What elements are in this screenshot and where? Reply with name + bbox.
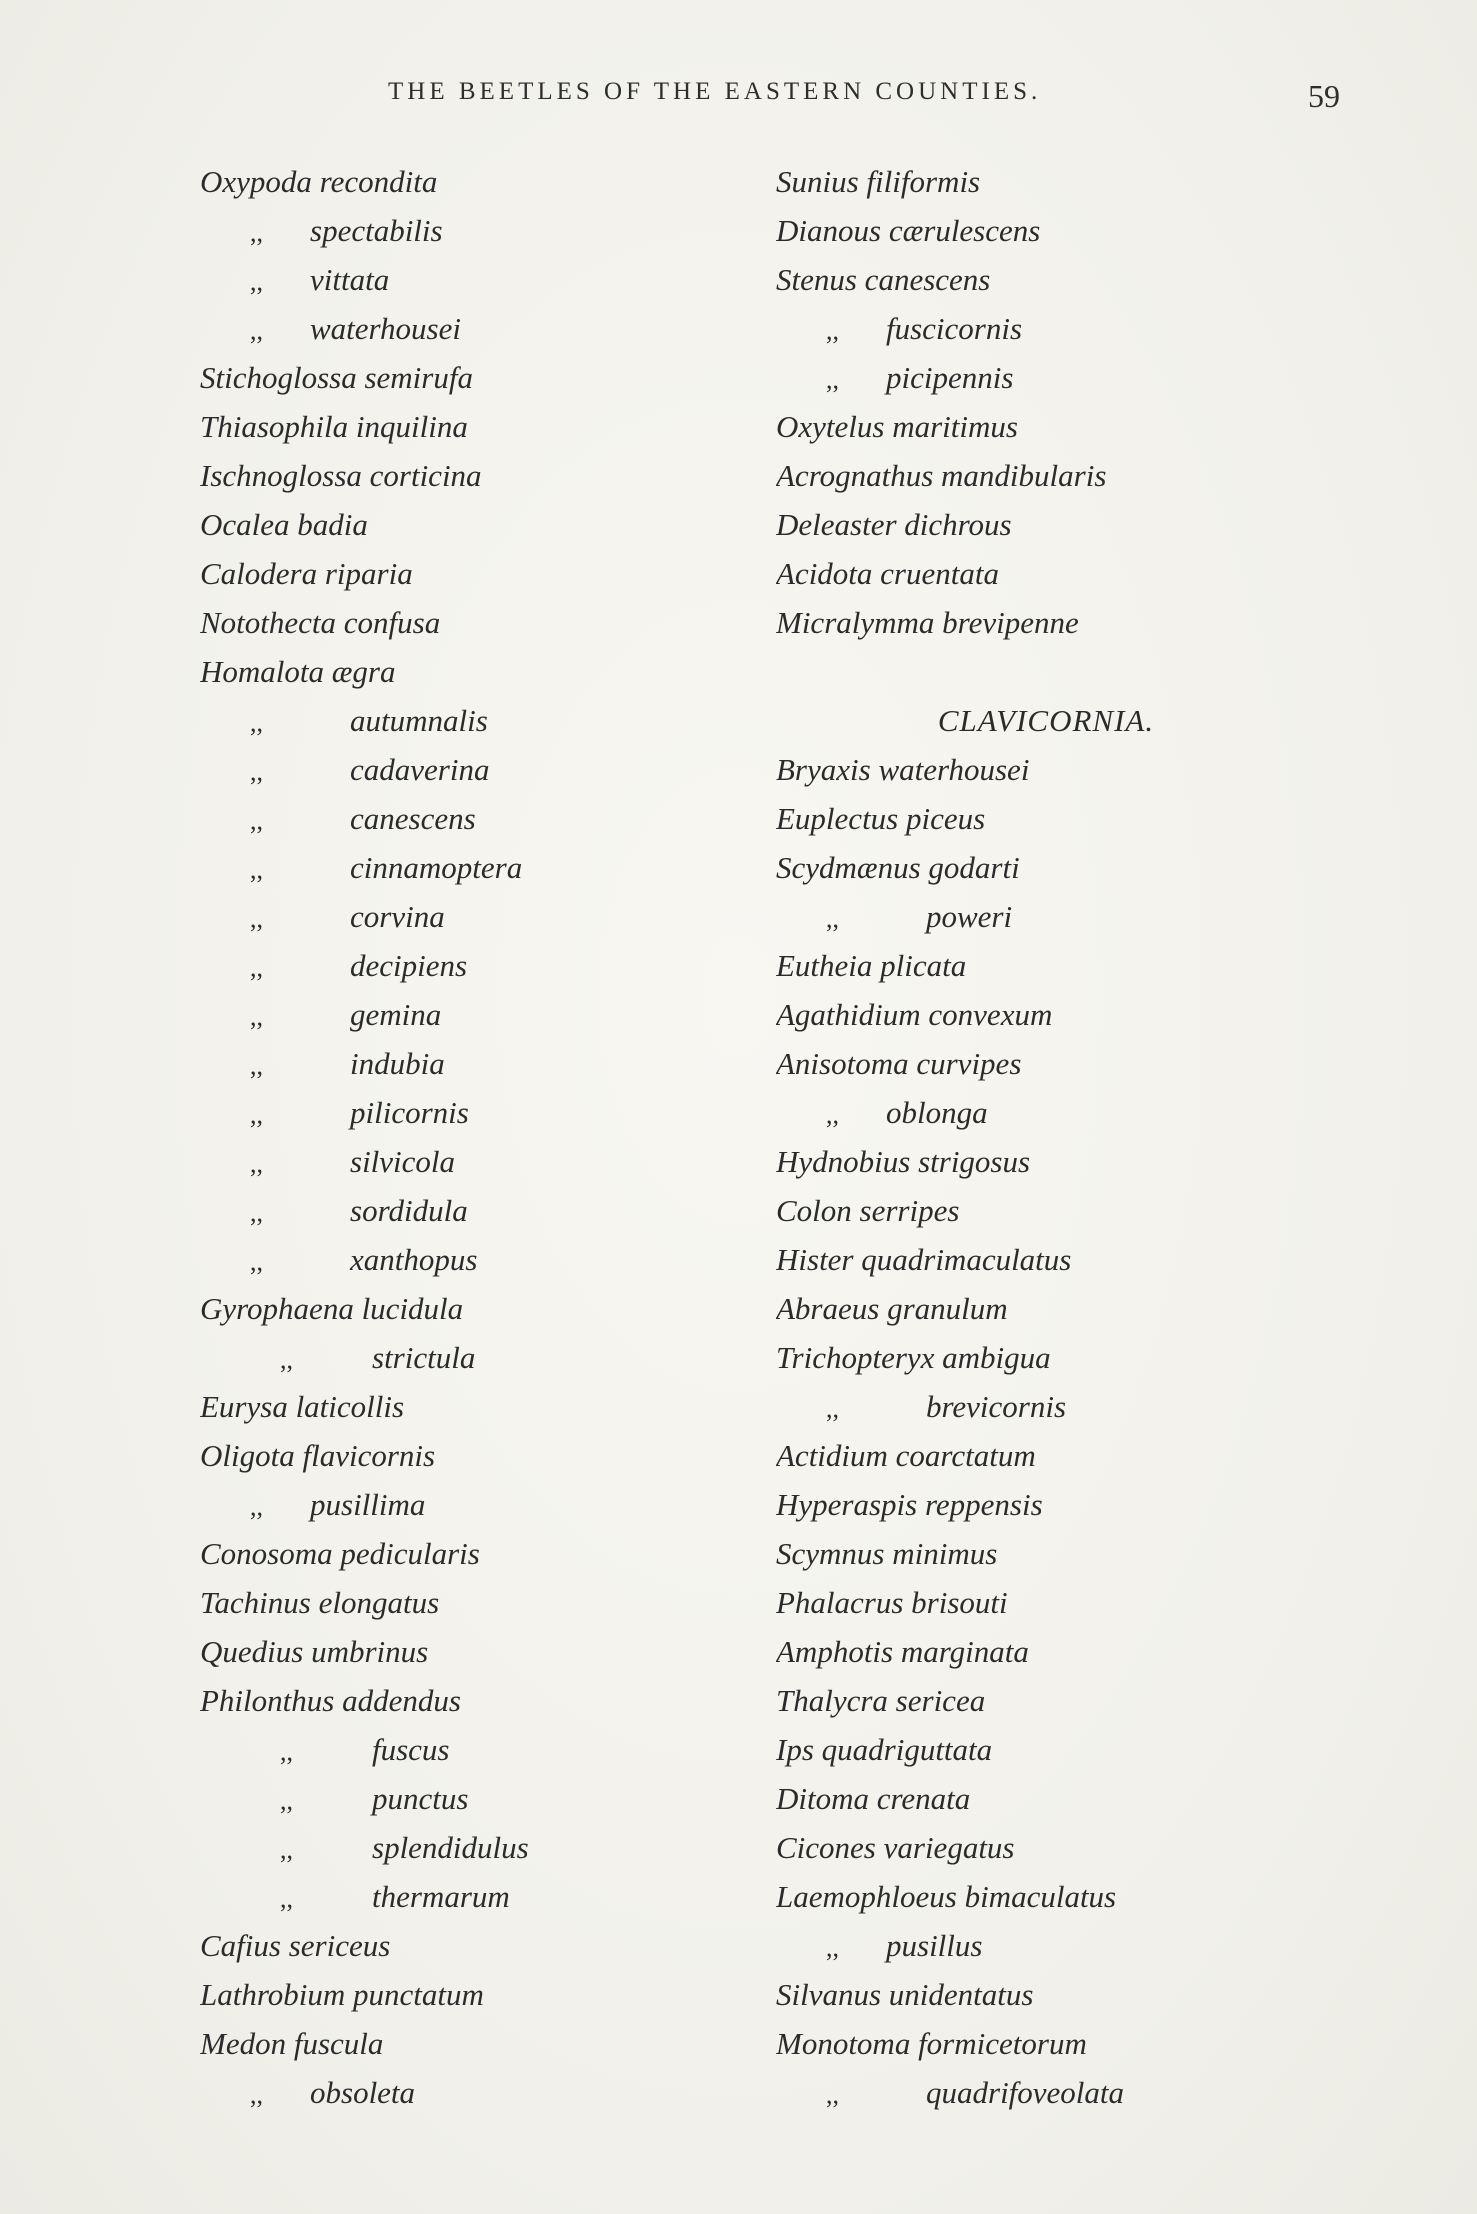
species-epithet: decipiens — [350, 948, 468, 983]
ditto-mark: ,, — [250, 218, 263, 247]
species-entry: Agathidium convexum — [776, 997, 1053, 1032]
species-entry — [200, 696, 760, 745]
species-entry: Actidium coarctatum — [776, 1438, 1036, 1473]
species-entry — [200, 1480, 760, 1529]
species-entry — [200, 990, 760, 1039]
species-entry: Hydnobius strigosus — [776, 1144, 1031, 1179]
species-entry: Oxypoda recondita — [200, 164, 438, 199]
species-entry: Acidota cruentata — [776, 556, 999, 591]
ditto-mark: ,, — [250, 1247, 263, 1276]
ditto-mark: ,, — [826, 904, 839, 933]
species-entry: Euplectus piceus — [776, 801, 986, 836]
species-entry: Philonthus addendus — [200, 1683, 461, 1718]
ditto-mark: ,, — [250, 757, 263, 786]
species-entry: Medon fuscula — [200, 2026, 384, 2061]
species-entry — [200, 1186, 760, 1235]
ditto-mark: ,, — [250, 708, 263, 737]
species-entry: Micralymma brevipenne — [776, 605, 1079, 640]
species-entry — [200, 304, 760, 353]
ditto-mark: ,, — [250, 316, 263, 345]
section-heading: CLAVICORNIA. — [937, 703, 1155, 738]
species-entry: Trichopteryx ambigua — [776, 1340, 1051, 1375]
ditto-mark: ,, — [250, 1198, 263, 1227]
species-entry: Cafius sericeus — [200, 1928, 391, 1963]
species-epithet: punctus — [372, 1781, 469, 1816]
species-entry: Stenus canescens — [776, 262, 991, 297]
ditto-mark: ,, — [250, 1051, 263, 1080]
species-entry: Monotoma formicetorum — [776, 2026, 1087, 2061]
ditto-mark: ,, — [250, 1149, 263, 1178]
ditto-mark: ,, — [250, 2080, 263, 2109]
ditto-mark: ,, — [250, 1002, 263, 1031]
species-entry — [200, 1725, 760, 1774]
species-entry: Ips quadriguttata — [776, 1732, 993, 1767]
species-entry: Dianous cærulescens — [776, 213, 1041, 248]
page-number: 59 — [1308, 78, 1340, 114]
species-entry: Bryaxis waterhousei — [776, 752, 1030, 787]
species-entry — [200, 794, 760, 843]
species-epithet: vittata — [310, 262, 390, 297]
species-entry — [776, 304, 1376, 353]
species-epithet: splendidulus — [372, 1830, 529, 1865]
species-entry — [200, 892, 760, 941]
species-epithet: oblonga — [886, 1095, 988, 1130]
species-epithet: canescens — [350, 801, 476, 836]
species-epithet: picipennis — [886, 360, 1014, 395]
species-entry: Sunius filiformis — [776, 164, 981, 199]
species-entry — [200, 843, 760, 892]
species-entry: Cicones variegatus — [776, 1830, 1015, 1865]
species-entry — [776, 1382, 1376, 1431]
species-entry: Phalacrus brisouti — [776, 1585, 1008, 1620]
species-entry: Acrognathus mandibularis — [776, 458, 1107, 493]
ditto-mark: ,, — [250, 1492, 263, 1521]
ditto-mark: ,, — [280, 1835, 293, 1864]
species-entry: Gyrophaena lucidula — [200, 1291, 464, 1326]
species-epithet: cadaverina — [350, 752, 490, 787]
species-epithet: fuscicornis — [886, 311, 1023, 346]
ditto-mark: ,, — [280, 1884, 293, 1913]
ditto-mark: ,, — [280, 1345, 293, 1374]
species-entry: Laemophloeus bimaculatus — [776, 1879, 1117, 1914]
species-entry: Eutheia plicata — [776, 948, 967, 983]
species-epithet: cinnamoptera — [350, 850, 523, 885]
species-entry — [200, 255, 760, 304]
species-entry — [200, 1333, 760, 1382]
species-entry — [200, 1774, 760, 1823]
species-entry — [200, 1872, 760, 1921]
species-entry: Abraeus granulum — [776, 1291, 1008, 1326]
species-epithet: brevicornis — [926, 1389, 1067, 1424]
species-epithet: pusillima — [310, 1487, 426, 1522]
species-entry: Ischnoglossa corticina — [200, 458, 482, 493]
ditto-mark: ,, — [826, 1100, 839, 1129]
species-entry: Hyperaspis reppensis — [776, 1487, 1043, 1522]
species-epithet: pusillus — [886, 1928, 983, 1963]
ditto-mark: ,, — [826, 365, 839, 394]
species-entry: Silvanus unidentatus — [776, 1977, 1034, 2012]
ditto-mark: ,, — [826, 2080, 839, 2109]
species-epithet: pilicornis — [350, 1095, 469, 1130]
left-species-column — [200, 157, 760, 2117]
species-entry — [200, 941, 760, 990]
species-entry: Homalota ægra — [200, 654, 396, 689]
species-entry: Thalycra sericea — [776, 1683, 986, 1718]
species-entry: Ditoma crenata — [776, 1781, 971, 1816]
species-entry: Scymnus minimus — [776, 1536, 998, 1571]
species-epithet: waterhousei — [310, 311, 461, 346]
species-entry — [200, 745, 760, 794]
species-epithet: poweri — [926, 899, 1013, 934]
species-epithet: corvina — [350, 899, 445, 934]
species-entry: Quedius umbrinus — [200, 1634, 429, 1669]
right-species-column — [776, 157, 1376, 2117]
ditto-mark: ,, — [250, 806, 263, 835]
species-epithet: strictula — [372, 1340, 476, 1375]
ditto-mark: ,, — [280, 1737, 293, 1766]
species-entry: Stichoglossa semirufa — [200, 360, 473, 395]
species-epithet: gemina — [350, 997, 442, 1032]
species-epithet: thermarum — [372, 1879, 510, 1914]
ditto-mark: ,, — [250, 267, 263, 296]
species-entry: Tachinus elongatus — [200, 1585, 440, 1620]
species-entry: Oligota flavicornis — [200, 1438, 436, 1473]
species-epithet: spectabilis — [310, 213, 443, 248]
ditto-mark: ,, — [826, 1394, 839, 1423]
ditto-mark: ,, — [826, 316, 839, 345]
species-epithet: obsoleta — [310, 2075, 416, 2110]
species-entry: Scydmænus godarti — [776, 850, 1020, 885]
species-entry: Thiasophila inquilina — [200, 409, 468, 444]
species-entry: Conosoma pedicularis — [200, 1536, 480, 1571]
species-entry — [200, 1823, 760, 1872]
species-entry: Deleaster dichrous — [776, 507, 1012, 542]
ditto-mark: ,, — [250, 904, 263, 933]
spacer — [776, 647, 1376, 696]
ditto-mark: ,, — [280, 1786, 293, 1815]
running-head: THE BEETLES OF THE EASTERN COUNTIES. — [388, 78, 1042, 105]
species-epithet: fuscus — [372, 1732, 450, 1767]
species-entry: Calodera riparia — [200, 556, 413, 591]
species-entry — [776, 2068, 1376, 2117]
species-entry: Colon serripes — [776, 1193, 960, 1228]
species-entry: Notothecta confusa — [200, 605, 441, 640]
species-entry: Lathrobium punctatum — [200, 1977, 484, 2012]
species-entry — [200, 1235, 760, 1284]
species-epithet: autumnalis — [350, 703, 488, 738]
species-entry — [776, 353, 1376, 402]
ditto-mark: ,, — [250, 953, 263, 982]
species-entry — [776, 1921, 1376, 1970]
species-entry: Anisotoma curvipes — [776, 1046, 1022, 1081]
ditto-mark: ,, — [250, 855, 263, 884]
species-epithet: sordidula — [350, 1193, 468, 1228]
ditto-mark: ,, — [250, 1100, 263, 1129]
species-entry — [776, 1088, 1376, 1137]
species-entry — [200, 1088, 760, 1137]
species-entry: Eurysa laticollis — [200, 1389, 405, 1424]
species-epithet: quadrifoveolata — [926, 2075, 1125, 2110]
ditto-mark: ,, — [826, 1933, 839, 1962]
species-entry — [776, 892, 1376, 941]
species-epithet: indubia — [350, 1046, 445, 1081]
species-entry — [200, 1137, 760, 1186]
species-epithet: silvicola — [350, 1144, 456, 1179]
species-entry — [200, 1039, 760, 1088]
species-entry: Hister quadrimaculatus — [776, 1242, 1072, 1277]
species-entry: Ocalea badia — [200, 507, 368, 542]
species-entry — [200, 2068, 760, 2117]
species-entry: Amphotis marginata — [776, 1634, 1029, 1669]
species-epithet: xanthopus — [350, 1242, 478, 1277]
species-entry — [200, 206, 760, 255]
species-entry: Oxytelus maritimus — [776, 409, 1018, 444]
